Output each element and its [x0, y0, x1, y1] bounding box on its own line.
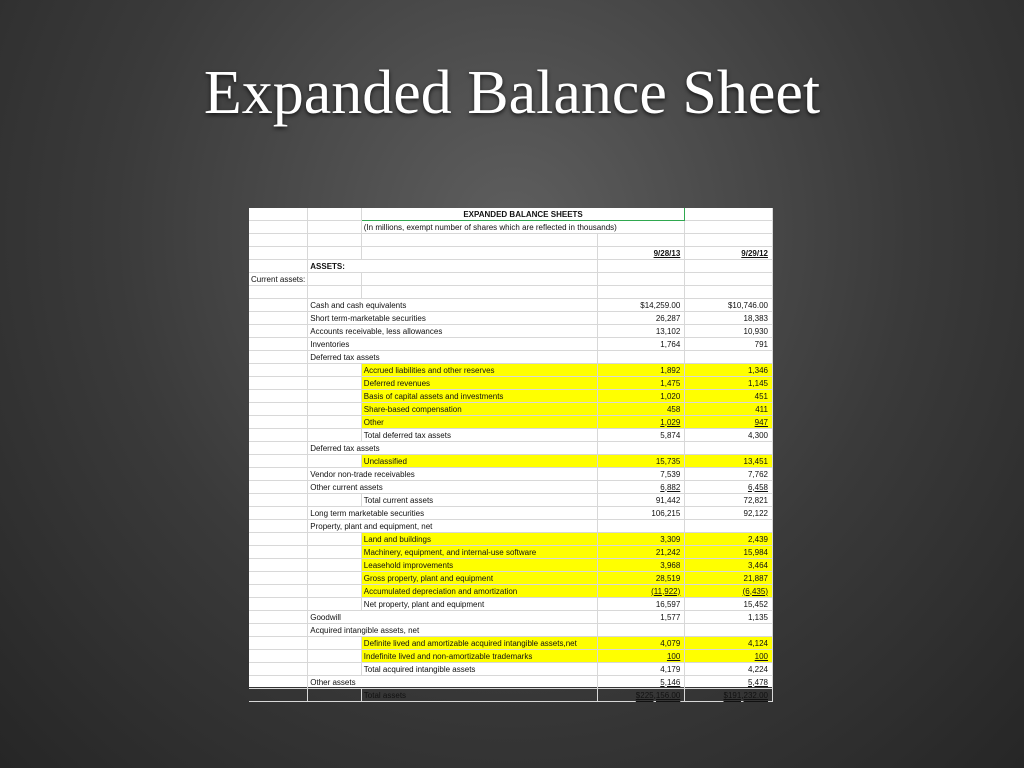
cell[interactable]: [308, 403, 362, 416]
value-2012[interactable]: [685, 624, 773, 637]
label-cell[interactable]: [361, 598, 597, 611]
value-2013[interactable]: 1,029: [597, 416, 685, 429]
cell[interactable]: [249, 546, 308, 559]
cell[interactable]: [249, 585, 308, 598]
row-label: Gross property, plant and equipment: [363, 573, 494, 583]
table-row: [249, 546, 773, 559]
label-cell[interactable]: [361, 494, 597, 507]
row-label: Deferred tax assets: [310, 352, 380, 362]
table-row: [249, 312, 773, 325]
sheet-title[interactable]: EXPANDED BALANCE SHEETS: [361, 208, 685, 221]
cell[interactable]: [308, 494, 362, 507]
cell[interactable]: [249, 689, 308, 702]
cell[interactable]: [249, 429, 308, 442]
cell[interactable]: [249, 624, 308, 637]
value-2013[interactable]: [597, 624, 685, 637]
row-label: Deferred revenues: [363, 378, 431, 388]
table-row: [249, 351, 773, 364]
row-label: Other: [363, 417, 384, 427]
row-label: Total deferred tax assets: [363, 430, 451, 440]
cell[interactable]: [249, 442, 308, 455]
label-cell[interactable]: [361, 416, 597, 429]
row-label: Other current assets: [310, 482, 383, 492]
cell[interactable]: [249, 351, 308, 364]
value-2012[interactable]: 2,439: [685, 533, 773, 546]
value-2013[interactable]: (11,922): [597, 585, 685, 598]
cell[interactable]: [249, 676, 308, 689]
cell[interactable]: [249, 494, 308, 507]
value-2013[interactable]: 21,242: [597, 546, 685, 559]
value-2012[interactable]: 4,124: [685, 637, 773, 650]
cell[interactable]: [249, 533, 308, 546]
cell[interactable]: [308, 559, 362, 572]
label-cell[interactable]: [308, 325, 597, 338]
value-2013[interactable]: 13,102: [597, 325, 685, 338]
cell[interactable]: [308, 650, 362, 663]
value-2012[interactable]: $191,232.00: [685, 689, 773, 702]
cell[interactable]: [249, 507, 308, 520]
cell[interactable]: [249, 481, 308, 494]
table-row: [249, 624, 773, 637]
value-2012[interactable]: 1,346: [685, 364, 773, 377]
value-2012[interactable]: 411: [685, 403, 773, 416]
row-label: Deferred tax assets: [310, 443, 380, 453]
cell[interactable]: [249, 416, 308, 429]
row-label: Land and buildings: [363, 534, 431, 544]
value-2012[interactable]: 21,887: [685, 572, 773, 585]
cell[interactable]: [308, 533, 362, 546]
slide-title: Expanded Balance Sheet: [203, 59, 821, 127]
cell[interactable]: [249, 520, 308, 533]
table-row: [249, 325, 773, 338]
value-2013[interactable]: 1,577: [597, 611, 685, 624]
table-row: [249, 572, 773, 585]
row-label: Other assets: [310, 677, 356, 687]
value-2012[interactable]: $10,746.00: [685, 299, 773, 312]
cell[interactable]: [308, 377, 362, 390]
value-2013[interactable]: $14,259.00: [597, 299, 685, 312]
row-label: Share-based compensation: [363, 404, 462, 414]
current-assets-heading: Current assets:: [249, 273, 308, 286]
label-cell[interactable]: [308, 442, 597, 455]
row-label: Indefinite lived and non-amortizable trademarks: [363, 651, 533, 661]
cell[interactable]: [308, 455, 362, 468]
cell[interactable]: [308, 572, 362, 585]
cell[interactable]: [249, 572, 308, 585]
cell[interactable]: [308, 546, 362, 559]
value-2012[interactable]: 15,452: [685, 598, 773, 611]
cell[interactable]: [249, 312, 308, 325]
table-row: [249, 559, 773, 572]
cell[interactable]: [308, 689, 362, 702]
value-2013[interactable]: 100: [597, 650, 685, 663]
cell[interactable]: [308, 598, 362, 611]
row-label: Accounts receivable, less allowances: [310, 326, 443, 336]
cell[interactable]: [249, 364, 308, 377]
label-cell[interactable]: [361, 650, 597, 663]
value-2013[interactable]: 4,079: [597, 637, 685, 650]
column-header-2013: 9/28/13: [597, 247, 685, 260]
table-row: [249, 637, 773, 650]
value-2013[interactable]: 3,309: [597, 533, 685, 546]
value-2013[interactable]: 1,475: [597, 377, 685, 390]
cell[interactable]: [249, 637, 308, 650]
value-2013[interactable]: 4,179: [597, 663, 685, 676]
spreadsheet: [249, 208, 773, 700]
table-row: [249, 585, 773, 598]
row-label: Cash and cash equivalents: [310, 300, 407, 310]
label-cell[interactable]: [308, 481, 597, 494]
value-2013[interactable]: 15,735: [597, 455, 685, 468]
table-row: [249, 442, 773, 455]
cell[interactable]: [249, 338, 308, 351]
row-label: Definite lived and amortizable acquired intangible assets,net: [363, 638, 577, 648]
value-2012[interactable]: 4,224: [685, 663, 773, 676]
label-cell[interactable]: [361, 689, 597, 702]
label-cell[interactable]: [361, 455, 597, 468]
label-cell[interactable]: [308, 299, 597, 312]
value-2012[interactable]: 4,300: [685, 429, 773, 442]
value-2013[interactable]: 1,892: [597, 364, 685, 377]
value-2013[interactable]: 7,539: [597, 468, 685, 481]
value-2012[interactable]: [685, 351, 773, 364]
cell[interactable]: [308, 364, 362, 377]
row-label: Long term marketable securities: [310, 508, 425, 518]
value-2013[interactable]: 91,442: [597, 494, 685, 507]
row-label: Inventories: [310, 339, 350, 349]
value-2012[interactable]: 13,451: [685, 455, 773, 468]
row-label: Goodwill: [310, 612, 341, 622]
row-label: Unclassified: [363, 456, 407, 466]
value-2013[interactable]: 28,519: [597, 572, 685, 585]
label-cell[interactable]: [308, 338, 597, 351]
table-row: [249, 364, 773, 377]
cell[interactable]: [308, 663, 362, 676]
label-cell[interactable]: [361, 585, 597, 598]
value-2013[interactable]: 3,968: [597, 559, 685, 572]
value-2012[interactable]: 1,135: [685, 611, 773, 624]
table-row: [249, 507, 773, 520]
cell[interactable]: [249, 611, 308, 624]
table-row: [249, 338, 773, 351]
value-2013[interactable]: $225,156.00: [597, 689, 685, 702]
value-2012[interactable]: [685, 442, 773, 455]
row-label: Acquired intangible assets, net: [310, 625, 420, 635]
table-row: [249, 455, 773, 468]
cell[interactable]: [249, 403, 308, 416]
table-row: [249, 676, 773, 689]
assets-heading: ASSETS:: [308, 260, 597, 273]
row-label: Basis of capital assets and investments: [363, 391, 504, 401]
cell[interactable]: [308, 429, 362, 442]
sheet-subtitle: (In millions, exempt number of shares which are reflected in thousands): [361, 221, 685, 234]
row-label: Short term-marketable securities: [310, 313, 426, 323]
table-row: [249, 403, 773, 416]
table-row: [249, 416, 773, 429]
value-2013[interactable]: 6,882: [597, 481, 685, 494]
table-row: [249, 611, 773, 624]
label-cell[interactable]: [361, 559, 597, 572]
label-cell[interactable]: [361, 546, 597, 559]
cell[interactable]: [249, 299, 308, 312]
value-2013[interactable]: 5,874: [597, 429, 685, 442]
table-row: [249, 689, 773, 702]
value-2013[interactable]: 26,287: [597, 312, 685, 325]
value-2012[interactable]: 451: [685, 390, 773, 403]
value-2012[interactable]: 92,122: [685, 507, 773, 520]
label-cell[interactable]: [308, 312, 597, 325]
label-cell[interactable]: [308, 624, 597, 637]
value-2013[interactable]: 106,215: [597, 507, 685, 520]
label-cell[interactable]: [308, 507, 597, 520]
row-label: Accrued liabilities and other reserves: [363, 365, 495, 375]
label-cell[interactable]: [308, 351, 597, 364]
table-row: [249, 533, 773, 546]
cell[interactable]: [308, 637, 362, 650]
value-2013[interactable]: 5,146: [597, 676, 685, 689]
table-row: [249, 429, 773, 442]
row-label: Total acquired intangible assets: [363, 664, 476, 674]
table-row: [249, 468, 773, 481]
value-2012[interactable]: 6,458: [685, 481, 773, 494]
label-cell[interactable]: [308, 676, 597, 689]
value-2012[interactable]: 100: [685, 650, 773, 663]
value-2013[interactable]: 1,020: [597, 390, 685, 403]
cell[interactable]: [308, 416, 362, 429]
table-row: [249, 299, 773, 312]
row-label: Machinery, equipment, and internal-use software: [363, 547, 537, 557]
value-2013[interactable]: 458: [597, 403, 685, 416]
label-cell[interactable]: [308, 611, 597, 624]
cell[interactable]: [249, 455, 308, 468]
label-cell[interactable]: [361, 429, 597, 442]
table-row: [249, 650, 773, 663]
label-cell[interactable]: [361, 390, 597, 403]
table-row: [249, 494, 773, 507]
row-label: Total current assets: [363, 495, 434, 505]
table-row: [249, 520, 773, 533]
label-cell[interactable]: [361, 377, 597, 390]
cell[interactable]: [249, 663, 308, 676]
value-2012[interactable]: 7,762: [685, 468, 773, 481]
cell[interactable]: [249, 390, 308, 403]
label-cell[interactable]: [361, 403, 597, 416]
column-header-2012: 9/29/12: [685, 247, 773, 260]
balance-sheet-table: [249, 208, 773, 702]
table-row: [249, 481, 773, 494]
row-label: Net property, plant and equipment: [363, 599, 485, 609]
value-2012[interactable]: 791: [685, 338, 773, 351]
row-label: Accumulated depreciation and amortization: [363, 586, 518, 596]
value-2012[interactable]: 72,821: [685, 494, 773, 507]
table-row: [249, 390, 773, 403]
cell[interactable]: [249, 468, 308, 481]
value-2012[interactable]: 5,478: [685, 676, 773, 689]
label-cell[interactable]: [308, 520, 597, 533]
table-row: [249, 377, 773, 390]
value-2012[interactable]: (6,435): [685, 585, 773, 598]
value-2013[interactable]: [597, 520, 685, 533]
cell[interactable]: [308, 390, 362, 403]
value-2012[interactable]: 18,383: [685, 312, 773, 325]
value-2012[interactable]: 1,145: [685, 377, 773, 390]
table-row: [249, 663, 773, 676]
cell[interactable]: [249, 598, 308, 611]
value-2013[interactable]: 16,597: [597, 598, 685, 611]
cell[interactable]: [249, 650, 308, 663]
label-cell[interactable]: [361, 533, 597, 546]
row-label: Total assets: [363, 690, 407, 700]
label-cell[interactable]: [361, 364, 597, 377]
label-cell[interactable]: [308, 468, 597, 481]
value-2012[interactable]: [685, 520, 773, 533]
value-2013[interactable]: 1,764: [597, 338, 685, 351]
label-cell[interactable]: [361, 572, 597, 585]
value-2013[interactable]: [597, 351, 685, 364]
value-2012[interactable]: 3,464: [685, 559, 773, 572]
value-2012[interactable]: 10,930: [685, 325, 773, 338]
cell[interactable]: [308, 585, 362, 598]
label-cell[interactable]: [361, 637, 597, 650]
label-cell[interactable]: [361, 663, 597, 676]
value-2012[interactable]: 947: [685, 416, 773, 429]
table-row: [249, 598, 773, 611]
row-label: Vendor non-trade receivables: [310, 469, 415, 479]
cell[interactable]: [249, 559, 308, 572]
cell[interactable]: [249, 325, 308, 338]
value-2012[interactable]: 15,984: [685, 546, 773, 559]
row-label: Property, plant and equipment, net: [310, 521, 433, 531]
row-label: Leasehold improvements: [363, 560, 454, 570]
value-2013[interactable]: [597, 442, 685, 455]
cell[interactable]: [249, 377, 308, 390]
